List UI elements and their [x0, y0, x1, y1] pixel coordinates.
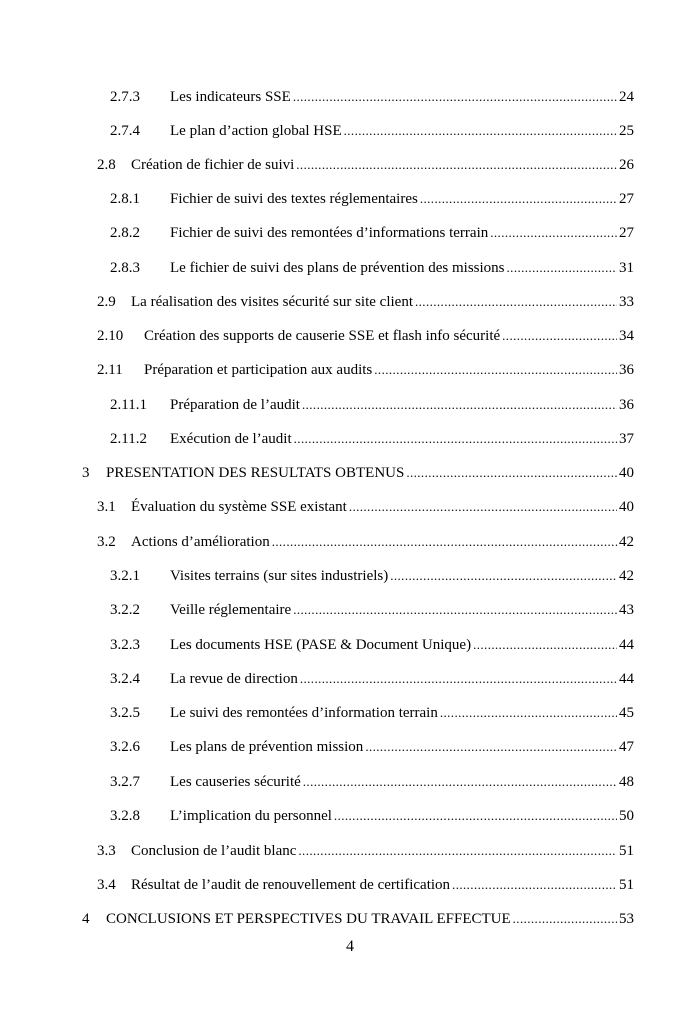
toc-dot-leader	[406, 464, 617, 482]
toc-entry-title: Veille réglementaire	[170, 602, 292, 618]
toc-entry-number: 2.11.2	[110, 431, 147, 447]
toc-entry-page: 36	[619, 362, 634, 378]
toc-entry-number: 2.11.1	[110, 397, 147, 413]
toc-entry-page: 33	[619, 294, 634, 310]
toc-entry-page: 25	[619, 123, 634, 139]
toc-dot-leader	[452, 876, 617, 894]
toc-entry-title: La réalisation des visites sécurité sur site client	[131, 294, 413, 310]
toc-dot-leader	[420, 190, 617, 208]
toc-entry-number: 3.2.3	[110, 637, 140, 653]
toc-entry-page: 40	[619, 465, 634, 481]
toc-entry-number: 3.2.6	[110, 739, 140, 755]
toc-entry-number: 3.3	[97, 843, 116, 859]
toc-entry-page: 44	[619, 637, 634, 653]
toc-dot-leader	[490, 224, 617, 242]
toc-entry-number: 3	[82, 465, 90, 481]
toc-entry[interactable]	[110, 255, 634, 277]
toc-entry-title: Les documents HSE (PASE & Document Unique)	[170, 637, 472, 653]
toc-entry-page: 51	[619, 877, 634, 893]
toc-entry[interactable]	[97, 323, 634, 345]
toc-entry-number: 3.2.1	[110, 568, 140, 584]
toc-dot-leader	[507, 259, 617, 277]
toc-entry-number: 3.2	[97, 534, 116, 550]
toc-entry[interactable]	[97, 872, 634, 894]
toc-dot-leader	[473, 636, 617, 654]
toc-dot-leader	[300, 670, 617, 688]
toc-entry-number: 4	[82, 911, 90, 927]
toc-entry-number: 3.2.4	[110, 671, 140, 687]
toc-entry-title: Résultat de l’audit de renouvellement de certification	[131, 877, 451, 893]
toc-entry-title: Le plan d’action global HSE	[170, 123, 342, 139]
toc-entry-page: 42	[619, 534, 634, 550]
toc-entry-title: Le fichier de suivi des plans de prévention des missions	[170, 260, 505, 276]
toc-entry[interactable]	[110, 769, 634, 791]
toc-dot-leader	[374, 361, 617, 379]
toc-entry-number: 2.9	[97, 294, 116, 310]
toc-entry-number: 2.10	[97, 328, 124, 344]
toc-entry-page: 50	[619, 808, 634, 824]
toc-entry-title: La revue de direction	[170, 671, 298, 687]
toc-entry-number: 3.2.8	[110, 808, 140, 824]
toc-entry-number: 2.8.1	[110, 191, 140, 207]
toc-entry-title: Les plans de prévention mission	[170, 739, 364, 755]
toc-entry-number: 2.7.4	[110, 123, 140, 139]
toc-dot-leader	[303, 773, 617, 791]
toc-entry-page: 47	[619, 739, 634, 755]
toc-entry-title: L’implication du personnel	[170, 808, 332, 824]
toc-entry[interactable]	[97, 838, 634, 860]
toc-entry-title: CONCLUSIONS ET PERSPECTIVES DU TRAVAIL EFFECTUE	[106, 911, 511, 927]
toc-dot-leader	[293, 601, 617, 619]
toc-entry[interactable]	[97, 529, 634, 551]
toc-entry-page: 42	[619, 568, 634, 584]
toc-entry[interactable]	[110, 84, 634, 106]
toc-entry-page: 37	[619, 431, 634, 447]
toc-entry-page: 24	[619, 89, 634, 105]
toc-entry-title: Le suivi des remontées d’information terrain	[170, 705, 438, 721]
toc-entry[interactable]	[110, 186, 634, 208]
toc-entry[interactable]	[110, 563, 634, 585]
toc-entry[interactable]	[110, 118, 634, 140]
toc-entry-number: 2.11	[97, 362, 123, 378]
toc-dot-leader	[344, 122, 617, 140]
toc-entry[interactable]	[110, 632, 634, 654]
toc-entry-page: 44	[619, 671, 634, 687]
toc-entry-title: Préparation de l’audit	[170, 397, 300, 413]
toc-dot-leader	[298, 842, 617, 860]
toc-entry-page: 27	[619, 191, 634, 207]
toc-dot-leader	[334, 807, 617, 825]
toc-entry-number: 3.2.2	[110, 602, 140, 618]
toc-dot-leader	[365, 738, 617, 756]
page-number: 4	[346, 938, 354, 955]
toc-entry-title: Création de fichier de suivi	[131, 157, 295, 173]
toc-entry[interactable]	[82, 460, 634, 482]
toc-entry-page: 53	[619, 911, 634, 927]
toc-entry[interactable]	[110, 734, 634, 756]
toc-entry[interactable]	[97, 357, 634, 379]
toc-dot-leader	[272, 533, 617, 551]
toc-entry-number: 2.8.2	[110, 225, 140, 241]
toc-entry-title: Évaluation du système SSE existant	[131, 499, 347, 515]
toc-entry[interactable]	[97, 152, 634, 174]
toc-entry-title: Actions d’amélioration	[131, 534, 270, 550]
toc-entry[interactable]	[97, 494, 634, 516]
toc-entry-number: 3.2.7	[110, 774, 140, 790]
toc-entry-title: Fichier de suivi des textes réglementaires	[170, 191, 418, 207]
toc-dot-leader	[293, 88, 617, 106]
toc-entry-title: Visites terrains (sur sites industriels)	[170, 568, 389, 584]
toc-dot-leader	[302, 396, 617, 414]
toc-entry[interactable]	[110, 392, 634, 414]
toc-entry-page: 45	[619, 705, 634, 721]
toc-entry-title: Les causeries sécurité	[170, 774, 301, 790]
toc-entry-number: 3.2.5	[110, 705, 140, 721]
toc-entry[interactable]	[110, 700, 634, 722]
toc-dot-leader	[390, 567, 617, 585]
toc-entry-number: 2.8.3	[110, 260, 140, 276]
toc-entry-number: 3.4	[97, 877, 116, 893]
toc-entry-title: Préparation et participation aux audits	[144, 362, 373, 378]
toc-entry-page: 27	[619, 225, 634, 241]
toc-dot-leader	[296, 156, 617, 174]
toc-entry[interactable]	[110, 597, 634, 619]
toc-entry-page: 51	[619, 843, 634, 859]
toc-entry-page: 36	[619, 397, 634, 413]
toc-entry-title: Les indicateurs SSE	[170, 89, 291, 105]
toc-entry-title: Exécution de l’audit	[170, 431, 292, 447]
toc-entry-page: 31	[619, 260, 634, 276]
toc-dot-leader	[502, 327, 617, 345]
toc-dot-leader	[513, 910, 617, 928]
toc-entry-number: 3.1	[97, 499, 116, 515]
toc-entry-page: 43	[619, 602, 634, 618]
toc-dot-leader	[415, 293, 617, 311]
toc-entry-number: 2.8	[97, 157, 116, 173]
toc-entry[interactable]	[97, 289, 634, 311]
toc-dot-leader	[349, 498, 617, 516]
toc-dot-leader	[440, 704, 617, 722]
toc-entry[interactable]	[82, 906, 634, 928]
toc-entry-title: Fichier de suivi des remontées d’informations terrain	[170, 225, 489, 241]
toc-entry-title: Création des supports de causerie SSE et flash info sécurité	[144, 328, 501, 344]
toc-entry[interactable]	[110, 426, 634, 448]
toc-entry[interactable]	[110, 220, 634, 242]
toc-entry-title: PRESENTATION DES RESULTATS OBTENUS	[106, 465, 405, 481]
toc-entry-page: 34	[619, 328, 634, 344]
toc-entry-number: 2.7.3	[110, 89, 140, 105]
toc-entry-page: 40	[619, 499, 634, 515]
toc-entry-page: 26	[619, 157, 634, 173]
toc-entry[interactable]	[110, 666, 634, 688]
toc-entry[interactable]	[110, 803, 634, 825]
toc-entry-title: Conclusion de l’audit blanc	[131, 843, 297, 859]
toc-entry-page: 48	[619, 774, 634, 790]
toc-dot-leader	[294, 430, 617, 448]
